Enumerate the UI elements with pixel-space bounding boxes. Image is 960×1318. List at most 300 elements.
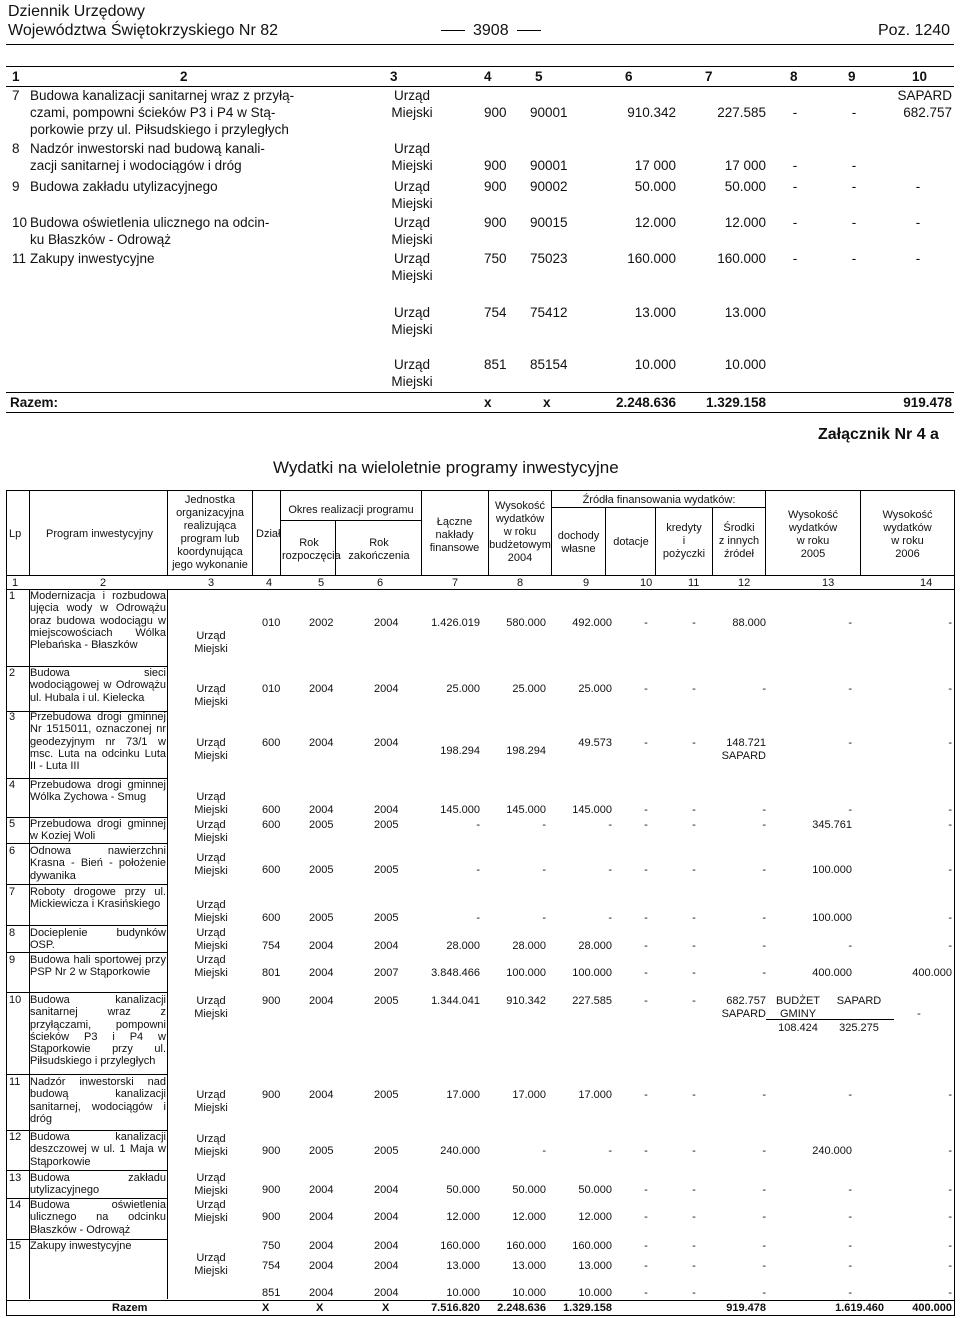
row-loans: - — [692, 683, 696, 695]
row-start: 2005 — [309, 819, 334, 831]
row-unit: Urząd — [196, 954, 226, 966]
row-2004: 17.000 — [512, 1089, 546, 1101]
header-costs: nakłady — [435, 529, 474, 541]
row-lp: 15 — [9, 1240, 22, 1252]
row-value: 13.000 — [724, 305, 766, 320]
body-divider — [167, 589, 168, 1299]
header-2004: wydatków — [495, 513, 545, 525]
header-other: Środki — [723, 522, 755, 534]
row-2005: 108.424 — [778, 1022, 818, 1034]
row-dzial: 900 — [484, 105, 507, 120]
row-unit: Urząd — [196, 683, 226, 695]
row-unit: Miejski — [391, 105, 433, 120]
row-subsidies: - — [644, 995, 648, 1007]
position-number: Poz. 1240 — [878, 22, 951, 39]
row-subsidies: - — [644, 1089, 648, 1101]
header-2005: w roku — [796, 535, 830, 547]
row-own-income: 100.000 — [572, 967, 612, 979]
row-source: SAPARD — [897, 88, 952, 103]
row-unit: Urząd — [196, 1172, 226, 1184]
row-name: Budowa zakładu utylizacyjnego — [30, 179, 218, 194]
row-own-income: - — [608, 864, 612, 876]
header-2005: wydatków — [788, 522, 838, 534]
row-2005: - — [848, 1089, 852, 1101]
row-costs: 25.000 — [446, 683, 480, 695]
row-divider — [6, 1074, 167, 1075]
row-unit: Miejski — [194, 1265, 228, 1277]
col-number: 11 — [688, 577, 700, 589]
row-lp: 6 — [9, 845, 16, 857]
row-start: 2004 — [309, 995, 334, 1007]
header-unit: organizacyjna — [176, 507, 244, 519]
row-value: 50.000 — [724, 179, 766, 194]
col-number: 2 — [180, 69, 188, 84]
row-2006: - — [948, 912, 952, 924]
row-end: 2004 — [374, 804, 399, 816]
row-other: - — [762, 940, 766, 952]
col-number: 12 — [738, 577, 751, 589]
row-2005: - — [848, 683, 852, 695]
total-value: 1.329.158 — [705, 395, 766, 410]
total-value: 919.478 — [903, 395, 952, 410]
row-divider — [6, 843, 167, 844]
total-cell: X — [382, 1302, 390, 1314]
row-loans: - — [692, 1089, 696, 1101]
row-divider — [6, 817, 167, 818]
row-value: 12.000 — [634, 215, 676, 230]
row-costs: 145.000 — [440, 804, 480, 816]
row-dzial: 900 — [484, 158, 507, 173]
row-lp: 1 — [9, 590, 16, 602]
row-subsidies: - — [644, 1184, 648, 1196]
row-value: 17 000 — [634, 158, 676, 173]
row-rozdzial: 90001 — [530, 105, 568, 120]
row-source: 682.757 — [903, 105, 952, 120]
row-unit: Miejski — [194, 865, 228, 877]
row-unit: Urząd — [393, 357, 430, 372]
row-2005: - — [848, 804, 852, 816]
row-start: 2004 — [309, 940, 334, 952]
row-unit: Urząd — [196, 1252, 226, 1264]
header-subsidies: dotacje — [613, 536, 649, 548]
row-value: 160.000 — [627, 251, 676, 266]
row-2006: - — [948, 1184, 952, 1196]
row-value: 10.000 — [724, 357, 766, 372]
col-number: 4 — [484, 69, 492, 84]
row-costs: 198.294 — [440, 745, 480, 757]
total-cell: X — [262, 1302, 270, 1314]
header-loans: i — [682, 535, 686, 547]
row-2004: 198.294 — [506, 745, 546, 757]
header-unit: jego wykonanie — [172, 559, 248, 571]
header-2006: 2006 — [895, 548, 920, 560]
row-2005: SAPARD — [836, 995, 882, 1007]
row-value: - — [915, 179, 921, 194]
row-subsidies: - — [644, 1145, 648, 1157]
col-number: 14 — [920, 577, 933, 589]
row-unit: Urząd — [393, 88, 430, 103]
row-2005: 240.000 — [812, 1145, 852, 1157]
row-value: 10.000 — [634, 357, 676, 372]
row-rozdzial: 75412 — [530, 305, 568, 320]
row-divider — [6, 1130, 167, 1131]
row-divider — [6, 884, 167, 885]
header-own-income: dochody — [557, 530, 600, 542]
col-number: 5 — [318, 577, 325, 589]
row-lp: 11 — [12, 251, 27, 266]
row-value: - — [792, 158, 798, 173]
col-number: 7 — [452, 577, 459, 589]
page-number: 3908 — [441, 21, 541, 40]
row-other: - — [762, 1260, 766, 1272]
row-start: 2005 — [309, 912, 334, 924]
row-dzial: 851 — [484, 357, 507, 372]
header-divider — [252, 490, 253, 575]
row-end: 2004 — [374, 1260, 399, 1272]
col-number: 7 — [705, 69, 713, 84]
row-own-income: 49.573 — [578, 737, 612, 749]
row-subsidies: - — [644, 1260, 648, 1272]
row-name: czami, pompowni ścieków P3 i P4 w Stą- — [30, 105, 276, 120]
total-value: 919.478 — [726, 1302, 766, 1314]
row-dzial: 010 — [262, 617, 281, 629]
row-subsidies: - — [644, 1240, 648, 1252]
row-value: - — [851, 105, 857, 120]
row-loans: - — [692, 1287, 696, 1299]
row-loans: - — [692, 912, 696, 924]
header-lp: Lp — [9, 528, 22, 540]
table-rule — [6, 1315, 954, 1316]
row-end: 2005 — [374, 912, 399, 924]
row-program: Budowa kanalizacji sanitarnej wraz z przyłączami, pompowni ścieków P3 i P4 w Stąporkowie przy ul. Piłsudskiego i przyległych — [30, 994, 166, 1068]
row-unit: Miejski — [194, 832, 228, 844]
row-own-income: 492.000 — [572, 617, 612, 629]
row-2006: - — [948, 737, 952, 749]
row-value: 50.000 — [634, 179, 676, 194]
row-lp: 8 — [9, 927, 16, 939]
row-unit: Urząd — [196, 927, 226, 939]
row-own-income: 160.000 — [572, 1240, 612, 1252]
row-unit: Miejski — [194, 1146, 228, 1158]
col-number: 2 — [100, 577, 107, 589]
row-end: 2004 — [374, 940, 399, 952]
row-2005: - — [848, 1184, 852, 1196]
row-2006: - — [948, 1211, 952, 1223]
row-costs: 28.000 — [446, 940, 480, 952]
row-lp: 8 — [12, 141, 20, 156]
row-2005: - — [848, 737, 852, 749]
row-2005: - — [848, 940, 852, 952]
row-value: - — [851, 251, 857, 266]
row-end: 2004 — [374, 617, 399, 629]
row-unit: Urząd — [196, 852, 226, 864]
row-2006: - — [948, 1260, 952, 1272]
header-2006: wydatków — [883, 522, 932, 534]
row-start: 2004 — [309, 967, 334, 979]
row-program: Odnowa nawierzchni Krasna - Bień - położenie dywanika — [30, 845, 166, 882]
annex-label: Załącznik Nr 4 a — [818, 426, 939, 443]
col-number: 9 — [848, 69, 856, 84]
header-2004: budżetowym — [489, 539, 551, 551]
row-unit: Urząd — [196, 791, 226, 803]
row-lp: 3 — [9, 711, 16, 723]
row-value: - — [851, 179, 857, 194]
row-unit: Miejski — [194, 804, 228, 816]
row-subsidies: - — [644, 940, 648, 952]
row-subsidies: - — [644, 683, 648, 695]
row-end: 2005 — [374, 819, 399, 831]
row-other: - — [762, 967, 766, 979]
col-number: 3 — [390, 69, 398, 84]
row-dzial: 801 — [262, 967, 281, 979]
row-costs: 10.000 — [446, 1287, 480, 1299]
page-header — [8, 2, 958, 42]
row-2005: - — [848, 1260, 852, 1272]
col-number: 9 — [583, 577, 590, 589]
col-number: 4 — [266, 577, 273, 589]
row-unit: Urząd — [393, 215, 430, 230]
row-own-income: - — [608, 912, 612, 924]
row-2004: 28.000 — [512, 940, 546, 952]
row-2004: - — [542, 1145, 546, 1157]
row-costs: - — [476, 819, 480, 831]
row-other: - — [762, 683, 766, 695]
row-2005: 345.761 — [812, 819, 852, 831]
row-2004: 25.000 — [512, 683, 546, 695]
row-other-source: SAPARD — [721, 1008, 766, 1020]
row-program: Przebudowa drogi gminnej Nr 1515011, oznaczonej nr geodezyjnym nr 73/1 w msc. Luta na odcinku Luta II - Luta III — [30, 711, 166, 773]
total-value: 1.329.158 — [563, 1302, 612, 1314]
row-2006: - — [917, 1008, 921, 1020]
row-start: 2004 — [309, 1240, 334, 1252]
row-2004: 160.000 — [506, 1240, 546, 1252]
table-rule — [6, 66, 954, 67]
col-number: 10 — [912, 69, 928, 84]
row-value: 12.000 — [724, 215, 766, 230]
row-2005: - — [848, 1240, 852, 1252]
row-dzial: 900 — [484, 215, 507, 230]
row-2004: 910.342 — [506, 995, 546, 1007]
row-rozdzial: 75023 — [530, 251, 568, 266]
row-2005: 400.000 — [812, 967, 852, 979]
body-divider — [29, 589, 30, 1299]
row-program: Docieplenie budynków OSP. — [30, 927, 166, 952]
row-lp: 9 — [12, 179, 20, 194]
row-own-income: 25.000 — [578, 683, 612, 695]
row-dzial: 010 — [262, 683, 281, 695]
row-2004: 12.000 — [512, 1211, 546, 1223]
row-unit: Miejski — [194, 643, 228, 655]
row-2005: 325.275 — [839, 1022, 879, 1034]
row-2006: - — [948, 940, 952, 952]
col-number: 6 — [377, 577, 384, 589]
row-2005: BUDŻET — [776, 995, 820, 1007]
table-rule — [6, 490, 954, 491]
col-number: 6 — [625, 69, 633, 84]
row-end: 2004 — [374, 683, 399, 695]
row-value: - — [851, 158, 857, 173]
row-other: - — [762, 1145, 766, 1157]
header-other: z innych — [718, 535, 760, 547]
row-2004: - — [542, 864, 546, 876]
row-subsidies: - — [644, 804, 648, 816]
row-lp: 10 — [12, 215, 28, 230]
header-2005: Wysokość — [787, 509, 839, 521]
row-other: 682.757 — [726, 995, 766, 1007]
row-lp: 7 — [12, 88, 20, 103]
row-other: 88.000 — [732, 617, 766, 629]
row-program: Budowa zakładu utylizacyjnego — [30, 1172, 166, 1197]
row-lp: 5 — [9, 818, 16, 830]
row-program: Budowa kanalizacji deszczowej w ul. 1 Maja w Stąporkowie — [30, 1131, 166, 1168]
table-rule — [6, 1300, 954, 1301]
row-value: - — [792, 215, 798, 230]
row-own-income: - — [608, 1145, 612, 1157]
row-unit: Miejski — [391, 268, 433, 283]
row-start: 2004 — [309, 1184, 334, 1196]
col-number: 1 — [12, 577, 19, 589]
total-cell: X — [316, 1302, 324, 1314]
row-divider — [6, 992, 167, 993]
table-rule — [6, 392, 954, 393]
row-other: - — [762, 819, 766, 831]
row-end: 2004 — [374, 1287, 399, 1299]
row-other: - — [762, 864, 766, 876]
row-divider — [6, 925, 167, 926]
row-own-income: 13.000 — [578, 1260, 612, 1272]
row-unit: Miejski — [194, 1185, 228, 1197]
total-label: Razem — [112, 1302, 148, 1314]
row-end: 2005 — [374, 1145, 399, 1157]
row-2005: 100.000 — [812, 912, 852, 924]
header-sources: Źródła finansowania wydatków: — [582, 494, 736, 506]
row-start: 2002 — [309, 617, 334, 629]
row-unit: Urząd — [393, 141, 430, 156]
row-value: - — [915, 251, 921, 266]
total-cell: x — [543, 395, 551, 410]
row-costs: 13.000 — [446, 1260, 480, 1272]
row-loans: - — [692, 864, 696, 876]
row-unit: Miejski — [194, 940, 228, 952]
row-value: - — [792, 105, 798, 120]
row-2004: - — [542, 912, 546, 924]
row-unit: Urząd — [196, 630, 226, 642]
row-2005: - — [848, 1211, 852, 1223]
row-divider — [6, 711, 167, 712]
page-title: Wydatki na wieloletnie programy inwestycyjne — [273, 458, 619, 477]
header-costs: Łączne — [436, 516, 473, 528]
row-start: 2004 — [309, 1287, 334, 1299]
row-lp: 7 — [9, 886, 16, 898]
total-cell: x — [484, 395, 492, 410]
col-number: 13 — [822, 577, 835, 589]
row-rozdzial: 90002 — [530, 179, 568, 194]
row-2004: - — [542, 819, 546, 831]
header-start: Rok — [299, 537, 319, 549]
row-2004: 145.000 — [506, 804, 546, 816]
row-own-income: 17.000 — [578, 1089, 612, 1101]
row-program: Budowa hali sportowej przy PSP Nr 2 w Stąporkowie — [30, 954, 166, 979]
col-number: 8 — [517, 577, 524, 589]
header-unit: Jednostka — [184, 494, 236, 506]
row-lp: 4 — [9, 779, 16, 791]
row-unit: Miejski — [391, 158, 433, 173]
row-end: 2005 — [374, 995, 399, 1007]
row-subsidies: - — [644, 864, 648, 876]
row-subsidies: - — [644, 819, 648, 831]
header-unit: program lub — [180, 533, 240, 545]
row-name: Budowa oświetlenia ulicznego na odcin- — [30, 215, 270, 230]
row-costs: 1.344.041 — [431, 995, 480, 1007]
row-other: - — [762, 804, 766, 816]
header-end: zakończenia — [348, 550, 410, 562]
row-unit: Urząd — [196, 899, 226, 911]
row-own-income: 50.000 — [578, 1184, 612, 1196]
row-2004: 13.000 — [512, 1260, 546, 1272]
row-loans: - — [692, 737, 696, 749]
row-end: 2005 — [374, 864, 399, 876]
row-unit: Urząd — [196, 1133, 226, 1145]
row-value: - — [915, 215, 921, 230]
row-dzial: 750 — [484, 251, 507, 266]
header-divider — [280, 520, 422, 521]
row-name: ku Błaszków - Odrowąż — [30, 232, 172, 247]
row-own-income: 227.585 — [572, 995, 612, 1007]
row-start: 2004 — [309, 1089, 334, 1101]
row-start: 2005 — [309, 864, 334, 876]
row-dzial: 600 — [262, 804, 281, 816]
table-rule — [6, 412, 954, 413]
row-loans: - — [692, 1260, 696, 1272]
row-costs: 3.848.466 — [431, 967, 480, 979]
header-dzial: Dział — [256, 528, 281, 540]
col-number: 3 — [208, 577, 215, 589]
row-value: - — [792, 251, 798, 266]
row-name: porkowie przy ul. Piłsudskiego i przyległych — [30, 122, 289, 137]
row-costs: - — [476, 864, 480, 876]
row-end: 2004 — [374, 737, 399, 749]
row-unit: Miejski — [194, 912, 228, 924]
header-2006: Wysokość — [882, 509, 933, 521]
row-2005: - — [848, 1287, 852, 1299]
col-number: 8 — [790, 69, 798, 84]
row-own-income: 12.000 — [578, 1211, 612, 1223]
row-lp: 2 — [9, 667, 16, 679]
row-value: 13.000 — [634, 305, 676, 320]
row-other: 148.721 — [726, 737, 766, 749]
row-2004: 50.000 — [512, 1184, 546, 1196]
row-dzial: 600 — [262, 819, 281, 831]
row-unit: Urząd — [393, 305, 430, 320]
row-unit: Miejski — [194, 750, 228, 762]
row-rozdzial: 90001 — [530, 158, 568, 173]
total-value: 2.248.636 — [497, 1302, 546, 1314]
row-dzial: 900 — [262, 1145, 281, 1157]
header-costs: finansowe — [429, 542, 480, 554]
row-dzial: 600 — [262, 737, 281, 749]
row-dzial: 900 — [484, 179, 507, 194]
row-start: 2004 — [309, 683, 334, 695]
row-other: - — [762, 912, 766, 924]
row-dzial: 900 — [262, 1184, 281, 1196]
row-value: 160.000 — [717, 251, 766, 266]
row-unit: Miejski — [391, 374, 433, 389]
row-2006: - — [948, 617, 952, 629]
row-2006: - — [948, 1287, 952, 1299]
row-unit: Urząd — [196, 819, 226, 831]
row-dzial: 600 — [262, 864, 281, 876]
row-2006: - — [948, 1089, 952, 1101]
